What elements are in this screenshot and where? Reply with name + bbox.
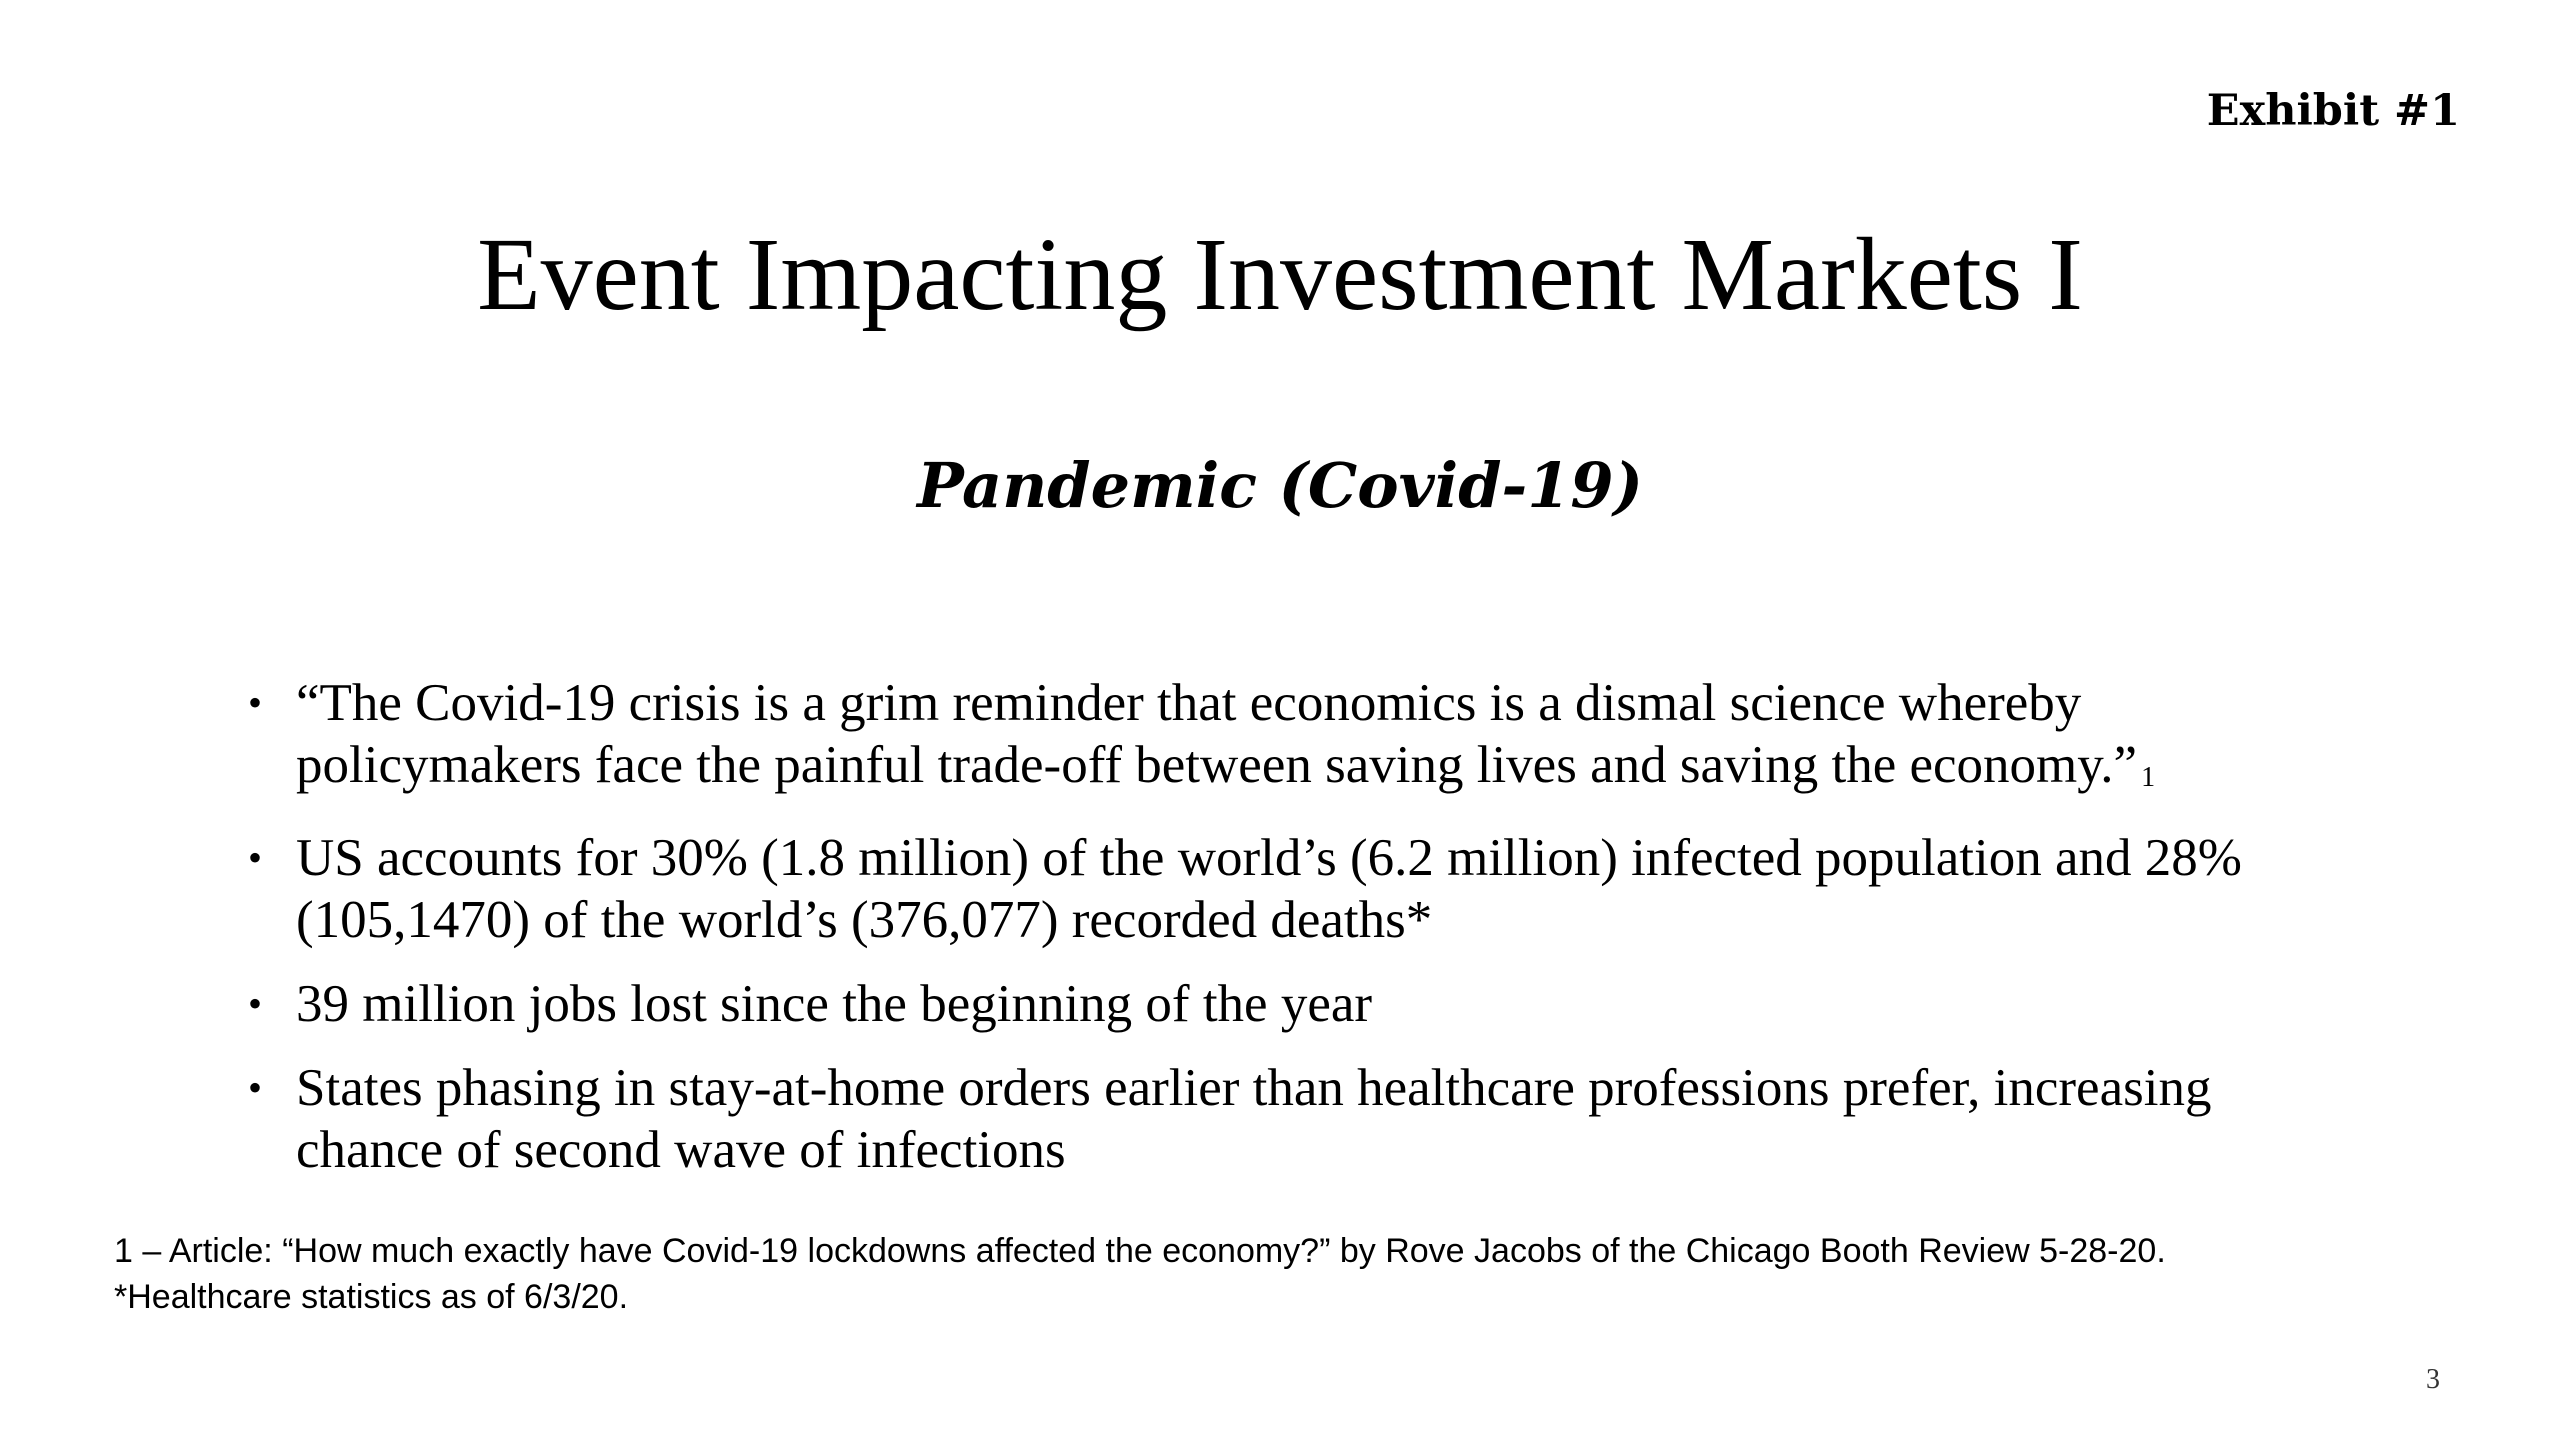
footnotes: [114, 1228, 2464, 1320]
page-number: 3: [2426, 1364, 2440, 1395]
bullet-text: 39 million jobs lost since the beginning of the year: [296, 975, 1373, 1033]
footnote-reference: 1: [2141, 762, 2156, 793]
bullet-text: US accounts for 30% (1.8 million) of the world’s (6.2 million) infected population and 28% (105,1470) of the world’s (376,077) recorded deaths*: [296, 829, 2242, 949]
footnote-article: 1 – Article: “How much exactly have Covid-19 lockdowns affected the economy?” by Rove Jacobs of the Chicago Booth Review 5-28-20.: [114, 1232, 2166, 1270]
bullet-item: [232, 1057, 2312, 1181]
bullet-icon: •: [248, 680, 263, 725]
footnote-healthcare-stats: *Healthcare statistics as of 6/3/20.: [114, 1278, 629, 1316]
slide-subtitle: Pandemic (Covid-19): [917, 449, 1643, 522]
bullet-icon: •: [248, 981, 263, 1026]
bullet-text: “The Covid-19 crisis is a grim reminder that economics is a dismal science whereby policymakers face the painful trade-off between saving lives and saving the economy.”: [296, 674, 2138, 794]
bullet-list: [232, 672, 2312, 1203]
bullet-icon: •: [248, 835, 263, 880]
bullet-item: [232, 672, 2312, 805]
bullet-text: States phasing in stay-at-home orders earlier than healthcare professions prefer, increasing chance of second wave of infections: [296, 1059, 2212, 1179]
slide-title: Event Impacting Investment Markets I: [477, 217, 2083, 332]
bullet-icon: •: [248, 1065, 263, 1110]
bullet-item: [232, 827, 2312, 951]
exhibit-label: Exhibit #1: [2206, 86, 2460, 136]
bullet-item: [232, 973, 2312, 1035]
